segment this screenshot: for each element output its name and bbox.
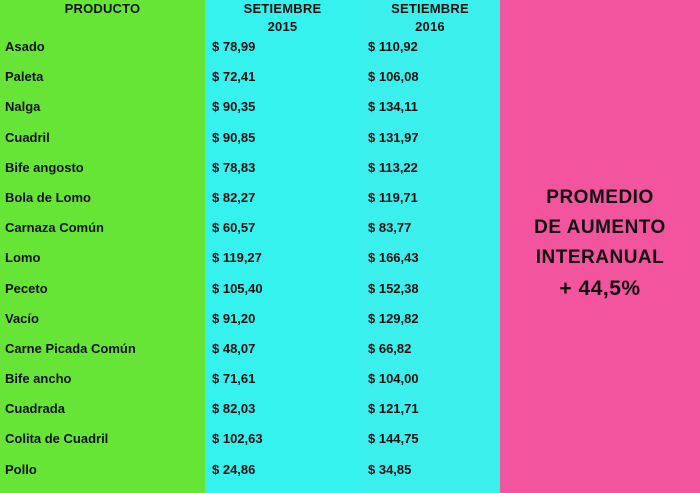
product-name: Vacío: [5, 310, 39, 326]
table-row: [0, 185, 500, 215]
product-name: Bola de Lomo: [5, 189, 91, 205]
price-2016: $ 144,75: [368, 431, 419, 447]
product-name: Bife angosto: [5, 159, 84, 175]
table-row: [0, 94, 500, 124]
price-2015: $ 60,57: [212, 220, 256, 236]
price-2016: $ 119,71: [368, 189, 418, 205]
price-table: [0, 34, 500, 487]
sep2016-header: [360, 0, 500, 36]
table-row: [0, 396, 500, 426]
sep2015-header: [205, 0, 360, 36]
summary-percent: + 44,5%: [559, 277, 641, 300]
sep2015-header-month: SETIEMBRE: [243, 1, 322, 16]
price-2016: $ 129,82: [368, 310, 419, 326]
product-name: Carnaza Común: [5, 220, 104, 236]
product-name: Peceto: [5, 280, 48, 296]
product-name: Carne Picada Común: [5, 340, 136, 356]
price-2016: $ 104,00: [368, 371, 419, 387]
table-row: [0, 155, 500, 185]
price-2015: $ 90,85: [212, 129, 256, 145]
price-2015: $ 71,61: [212, 371, 256, 387]
table-row: [0, 426, 500, 456]
price-2015: $ 78,99: [212, 39, 256, 54]
table-row: [0, 366, 500, 396]
price-2015: $ 102,63: [212, 431, 263, 447]
table-row: [0, 125, 500, 155]
price-2016: $ 66,82: [368, 340, 412, 356]
product-name: Cuadril: [5, 129, 50, 145]
product-name: Lomo: [5, 250, 41, 266]
price-2016: $ 83,77: [368, 220, 412, 236]
price-2015: $ 105,40: [212, 280, 263, 296]
price-2015: $ 78,83: [212, 159, 256, 175]
price-2015: $ 91,20: [212, 310, 256, 326]
sep2016-header-year: 2016: [415, 19, 445, 34]
price-2016: $ 106,08: [368, 69, 419, 85]
table-row: [0, 276, 500, 306]
summary-box: [500, 183, 700, 304]
price-2016: $ 131,97: [368, 129, 419, 145]
table-row: [0, 336, 500, 366]
product-header-label: PRODUCTO: [64, 1, 141, 16]
price-2016: $ 134,11: [368, 99, 418, 115]
product-name: Paleta: [5, 69, 44, 85]
summary-line-2: DE AUMENTO: [534, 217, 666, 238]
price-2015: $ 90,35: [212, 99, 256, 115]
sep2015-header-year: 2015: [267, 19, 298, 34]
table-row: [0, 306, 500, 336]
price-2016: $ 121,71: [368, 401, 419, 417]
summary-line-1: PROMEDIO: [546, 187, 654, 208]
product-name: Asado: [5, 39, 45, 54]
price-2015: $ 72,41: [212, 69, 256, 85]
price-2015: $ 82,03: [212, 401, 256, 417]
table-row: [0, 34, 500, 64]
price-2015: $ 82,27: [212, 189, 256, 205]
product-name: Nalga: [5, 99, 41, 115]
table-row: [0, 245, 500, 275]
table-row: [0, 215, 500, 245]
price-2016: $ 166,43: [368, 250, 419, 266]
product-name: Bife ancho: [5, 371, 72, 387]
product-name: Pollo: [5, 461, 37, 477]
summary-line-3: INTERANUAL: [535, 247, 665, 268]
price-2016: $ 113,22: [368, 159, 418, 175]
product-header: [0, 0, 205, 18]
sep2016-header-month: SETIEMBRE: [391, 1, 469, 16]
price-2015: $ 24,86: [212, 461, 256, 477]
table-row: [0, 64, 500, 94]
price-2015: $ 48,07: [212, 340, 256, 356]
price-2016: $ 110,92: [368, 39, 418, 54]
price-2016: $ 152,38: [368, 280, 419, 296]
product-name: Cuadrada: [5, 401, 65, 417]
table-row: [0, 457, 500, 487]
product-name: Colita de Cuadril: [5, 431, 109, 447]
price-2015: $ 119,27: [212, 250, 262, 266]
price-2016: $ 34,85: [368, 461, 412, 477]
